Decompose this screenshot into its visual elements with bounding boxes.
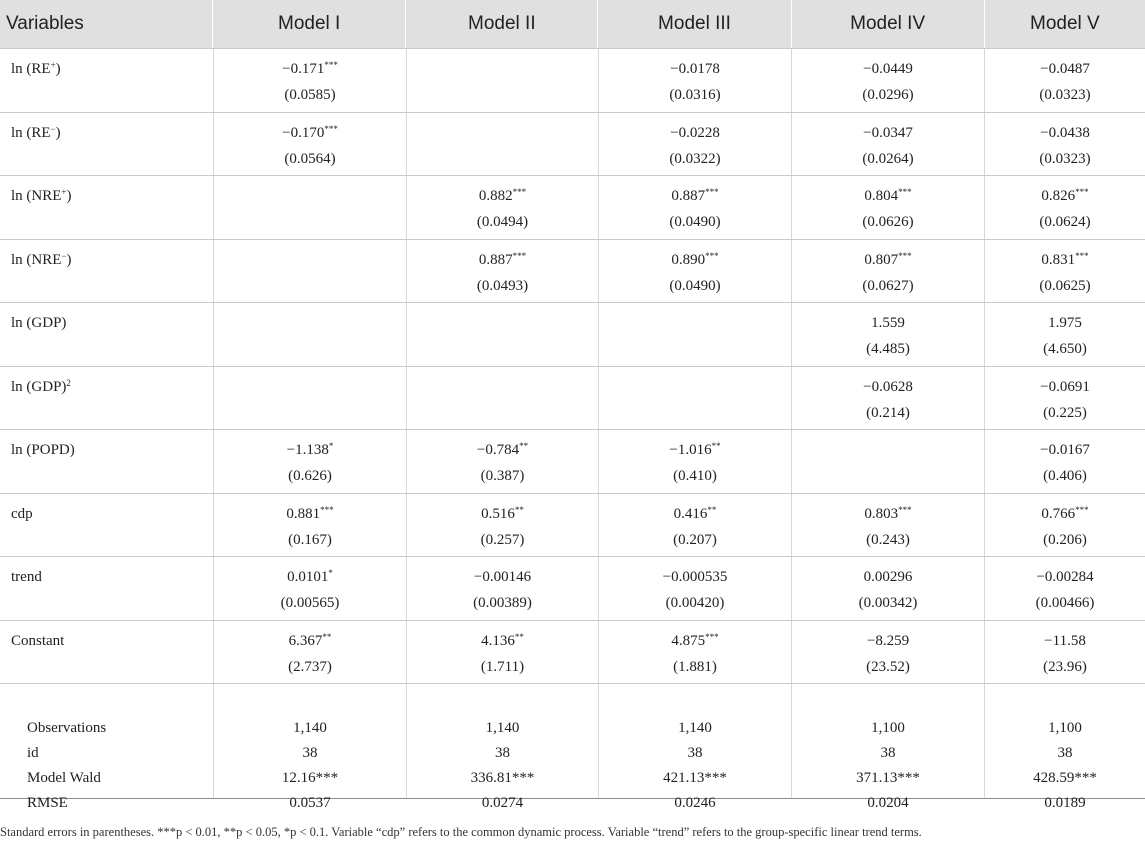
- coefficient-value: 0.887: [478, 251, 513, 268]
- significance-stars: ***: [320, 504, 334, 515]
- standard-error: (4.650): [1043, 341, 1087, 357]
- coefficient-estimate: [985, 564, 1145, 590]
- coefficient-value: −0.0628: [863, 378, 913, 395]
- coefficient-cell: [984, 367, 1145, 430]
- coefficient-estimate: [985, 310, 1145, 336]
- coefficient-cell: [791, 557, 984, 620]
- variable-label-superscript: −: [50, 123, 56, 134]
- statistic-value: 38: [687, 745, 703, 761]
- standard-error: (4.485): [866, 341, 910, 357]
- coefficient-cell: [406, 494, 598, 557]
- standard-error: (0.0494): [476, 214, 529, 230]
- coefficient-value: −0.000535: [662, 569, 728, 585]
- coefficient-value: −0.0178: [670, 61, 720, 77]
- variable-label: Constant: [11, 632, 65, 649]
- coefficient-cell: [406, 49, 598, 112]
- coefficient-value: 0.831: [1041, 251, 1076, 268]
- table-row: [0, 175, 1145, 239]
- variable-label-superscript: +: [50, 60, 56, 70]
- coefficient-cell: [213, 176, 406, 239]
- coefficient-value: −0.0347: [863, 124, 913, 141]
- significance-stars: **: [514, 631, 524, 642]
- statistic-value: 1,140: [485, 720, 520, 736]
- statistic-value: 421.13***: [663, 770, 727, 786]
- coefficient-estimate: [985, 628, 1145, 654]
- standard-error: (0.0564): [284, 150, 336, 167]
- coefficient-value: 0.803: [864, 505, 899, 522]
- coefficient-estimate: [407, 628, 598, 654]
- statistic-value: 38: [302, 745, 318, 761]
- standard-error: (0.243): [866, 531, 910, 548]
- significance-stars: **: [519, 441, 529, 451]
- coefficient-estimate: [214, 564, 406, 590]
- table-row: [0, 302, 1145, 366]
- variable-label: ln (NRE: [11, 188, 62, 204]
- coefficient-cell: [984, 240, 1145, 303]
- standard-error: (0.0296): [862, 87, 914, 103]
- coefficient-cell: [213, 621, 406, 684]
- standard-error: (0.00466): [1035, 595, 1095, 611]
- coefficient-cell: [791, 176, 984, 239]
- coefficient-estimate: [985, 56, 1145, 82]
- coefficient-value: 0.804: [864, 188, 899, 204]
- coefficient-value: 0.881: [286, 505, 321, 522]
- table-row: [0, 239, 1145, 303]
- coefficient-value: 0.890: [671, 251, 706, 268]
- significance-stars: ***: [898, 504, 912, 515]
- significance-stars: ***: [324, 123, 338, 134]
- coefficient-cell: [598, 240, 791, 303]
- significance-stars: ***: [1075, 250, 1089, 261]
- coefficient-cell: [406, 240, 598, 303]
- coefficient-value: −0.170: [282, 124, 325, 141]
- coefficient-cell: [598, 621, 791, 684]
- header-variables: Variables: [6, 13, 84, 34]
- coefficient-estimate: [214, 628, 406, 654]
- significance-stars: ***: [898, 187, 912, 197]
- standard-error: (0.0626): [862, 214, 914, 230]
- coefficient-value: −0.171: [282, 61, 325, 77]
- significance-stars: **: [514, 504, 524, 515]
- standard-error: (23.96): [1043, 658, 1087, 675]
- coefficient-value: −1.138: [286, 442, 329, 458]
- standard-error: (0.626): [288, 468, 332, 484]
- variable-label-cell: [0, 494, 213, 557]
- standard-error: (0.0627): [862, 277, 914, 294]
- standard-error: (0.0316): [669, 87, 721, 103]
- table-row: [0, 366, 1145, 430]
- coefficient-value: 0.416: [673, 505, 708, 522]
- standard-error: (0.0323): [1039, 87, 1091, 103]
- statistic-value: 0.0246: [674, 795, 716, 811]
- variable-label-closing: ): [66, 251, 72, 268]
- statistic-value: 38: [880, 745, 896, 761]
- standard-error: (0.257): [480, 531, 525, 548]
- coefficient-cell: [213, 557, 406, 620]
- coefficient-cell: [213, 240, 406, 303]
- statistic-value: 0.0204: [867, 795, 909, 811]
- coefficient-cell: [984, 113, 1145, 176]
- coefficient-estimate: [792, 247, 984, 273]
- statistic-value: 371.13***: [856, 770, 920, 786]
- statistic-label: RMSE: [27, 795, 68, 811]
- significance-stars: ***: [705, 250, 719, 261]
- variable-label: trend: [11, 569, 42, 585]
- standard-error: (0.00420): [665, 595, 725, 611]
- coefficient-cell: [984, 621, 1145, 684]
- header-model-4: Model IV: [791, 0, 984, 48]
- variable-label: cdp: [11, 505, 33, 522]
- coefficient-cell: [984, 49, 1145, 112]
- standard-error: (0.406): [1043, 468, 1087, 484]
- statistic-value: 12.16***: [281, 770, 339, 786]
- standard-error: (0.167): [288, 531, 332, 548]
- coefficient-estimate: [407, 437, 598, 463]
- coefficient-cell: [791, 113, 984, 176]
- coefficient-value: 4.875: [671, 632, 706, 649]
- coefficient-estimate: [985, 437, 1145, 463]
- variable-label-cell: [0, 621, 213, 684]
- variable-label-cell: [0, 557, 213, 620]
- standard-error: (0.410): [673, 468, 717, 484]
- coefficient-cell: [213, 303, 406, 366]
- coefficient-value: 0.887: [671, 188, 706, 204]
- variable-label: ln (RE: [11, 61, 51, 77]
- coefficient-cell: [598, 49, 791, 112]
- coefficient-cell: [406, 621, 598, 684]
- variable-label-closing: ): [55, 61, 61, 77]
- standard-error: (0.0322): [669, 150, 721, 167]
- variable-label-cell: [0, 113, 213, 176]
- coefficient-estimate: [985, 374, 1145, 400]
- standard-error: (0.207): [673, 531, 717, 548]
- coefficient-estimate: [792, 120, 984, 146]
- coefficient-cell: [406, 557, 598, 620]
- coefficient-estimate: [407, 247, 598, 273]
- standard-error: (0.0490): [669, 214, 721, 230]
- coefficient-value: −0.0228: [670, 124, 720, 141]
- coefficient-estimate: [214, 437, 406, 463]
- coefficient-value: −0.0487: [1040, 61, 1090, 77]
- significance-stars: ***: [324, 60, 338, 70]
- coefficient-estimate: [599, 120, 791, 146]
- coefficient-cell: [406, 303, 598, 366]
- coefficient-value: −0.0438: [1040, 124, 1090, 141]
- statistic-value: 0.0537: [289, 795, 331, 811]
- coefficient-cell: [598, 176, 791, 239]
- coefficient-cell: [791, 240, 984, 303]
- standard-error: (0.0323): [1039, 150, 1091, 167]
- coefficient-estimate: [599, 564, 791, 590]
- significance-stars: ***: [1075, 504, 1089, 515]
- standard-error: (0.0585): [284, 87, 336, 103]
- coefficient-estimate: [985, 247, 1145, 273]
- coefficient-estimate: [599, 437, 791, 463]
- variable-label-superscript: 2: [66, 377, 71, 388]
- coefficient-cell: [984, 494, 1145, 557]
- coefficient-estimate: [792, 310, 984, 336]
- variable-label-cell: [0, 49, 213, 112]
- variable-label-closing: ): [55, 124, 61, 141]
- coefficient-estimate: [214, 56, 406, 82]
- standard-error: (0.00389): [473, 595, 532, 611]
- coefficient-cell: [406, 367, 598, 430]
- variable-label-closing: ): [66, 188, 72, 204]
- coefficient-cell: [984, 176, 1145, 239]
- significance-stars: ***: [705, 187, 719, 197]
- standard-error: (0.00565): [280, 595, 340, 611]
- coefficient-cell: [984, 303, 1145, 366]
- coefficient-estimate: [407, 564, 598, 590]
- standard-error: (2.737): [288, 658, 332, 675]
- statistics-labels-cell: [0, 684, 213, 811]
- coefficient-cell: [598, 303, 791, 366]
- statistic-value: 336.81***: [470, 770, 535, 786]
- statistic-label: Model Wald: [27, 770, 101, 786]
- coefficient-value: 0.0101: [287, 569, 329, 585]
- coefficient-estimate: [985, 120, 1145, 146]
- variable-label-cell: [0, 176, 213, 239]
- statistic-value: 38: [1057, 745, 1073, 761]
- variable-label-superscript: +: [61, 187, 67, 197]
- statistic-value: 1,140: [678, 720, 712, 736]
- significance-stars: *: [328, 441, 334, 451]
- statistic-value: 38: [495, 745, 510, 761]
- coefficient-value: 0.826: [1041, 188, 1076, 204]
- coefficient-cell: [213, 49, 406, 112]
- coefficient-cell: [213, 367, 406, 430]
- standard-error: (0.0490): [669, 277, 721, 294]
- coefficient-estimate: [792, 564, 984, 590]
- statistics-values-cell: [984, 684, 1145, 811]
- statistic-value: 1,100: [871, 720, 905, 736]
- header-model-2: Model II: [405, 0, 597, 48]
- coefficient-value: −0.784: [476, 442, 520, 458]
- coefficient-estimate: [792, 374, 984, 400]
- standard-error: (0.0264): [862, 150, 914, 167]
- coefficient-estimate: [214, 120, 406, 146]
- coefficient-cell: [598, 557, 791, 620]
- header-model-3: Model III: [597, 0, 790, 48]
- table-body: [0, 48, 1145, 683]
- standard-error: (0.225): [1043, 404, 1087, 421]
- coefficient-value: 0.00296: [863, 569, 913, 585]
- coefficient-value: −0.0167: [1040, 442, 1090, 458]
- coefficient-cell: [791, 49, 984, 112]
- variable-label: ln (GDP): [11, 315, 67, 331]
- table-row: [0, 48, 1145, 112]
- standard-error: (1.881): [673, 658, 717, 675]
- coefficient-value: 0.516: [481, 505, 515, 522]
- significance-stars: **: [322, 631, 332, 642]
- table-header-row: [0, 0, 1145, 48]
- coefficient-cell: [406, 176, 598, 239]
- coefficient-estimate: [407, 501, 598, 527]
- coefficient-estimate: [599, 501, 791, 527]
- coefficient-value: −0.00146: [473, 569, 532, 585]
- table-footnote: Standard errors in parentheses. ***p < 0.01, **p < 0.05, *p < 0.1. Variable “cdp” refers to the common dynamic process. Variable “trend” refers to the group-specific linear trend terms.: [0, 825, 922, 839]
- variable-label-superscript: −: [61, 250, 67, 261]
- standard-error: (1.711): [480, 658, 525, 675]
- coefficient-estimate: [599, 628, 791, 654]
- coefficient-value: −0.00284: [1036, 569, 1094, 585]
- coefficient-value: 6.367: [288, 632, 323, 649]
- coefficient-estimate: [985, 183, 1145, 209]
- table-row: [0, 493, 1145, 557]
- statistic-value: 1,140: [293, 720, 327, 736]
- significance-stars: *: [328, 568, 333, 578]
- standard-error: (0.0624): [1039, 214, 1091, 230]
- coefficient-cell: [213, 113, 406, 176]
- variable-label-cell: [0, 240, 213, 303]
- table-row: [0, 620, 1145, 684]
- coefficient-value: 0.766: [1041, 505, 1076, 522]
- coefficient-cell: [791, 303, 984, 366]
- coefficient-estimate: [985, 501, 1145, 527]
- coefficient-value: −1.016: [669, 442, 712, 458]
- coefficient-value: −11.58: [1044, 632, 1086, 649]
- standard-error: (0.0625): [1039, 277, 1091, 294]
- significance-stars: ***: [898, 250, 912, 261]
- statistics-values-cell: [213, 684, 406, 811]
- coefficient-cell: [406, 113, 598, 176]
- variable-label: ln (RE: [11, 124, 51, 141]
- coefficient-value: −0.0449: [863, 61, 913, 77]
- coefficient-estimate: [599, 247, 791, 273]
- coefficient-estimate: [214, 501, 406, 527]
- significance-stars: **: [707, 504, 717, 515]
- standard-error: (0.0493): [476, 277, 529, 294]
- variable-label-cell: [0, 430, 213, 493]
- coefficient-cell: [213, 430, 406, 493]
- coefficient-cell: [598, 430, 791, 493]
- table-row: [0, 429, 1145, 493]
- coefficient-cell: [791, 494, 984, 557]
- coefficient-estimate: [599, 56, 791, 82]
- coefficient-value: 0.882: [478, 188, 513, 204]
- statistic-value: 0.0274: [481, 795, 524, 811]
- statistic-value: 1,100: [1048, 720, 1082, 736]
- statistic-label: Observations: [27, 720, 107, 736]
- coefficient-value: 1.975: [1048, 315, 1082, 331]
- coefficient-value: −8.259: [866, 632, 910, 649]
- significance-stars: ***: [512, 187, 527, 197]
- significance-stars: **: [711, 441, 721, 451]
- coefficient-estimate: [599, 183, 791, 209]
- statistic-value: 428.59***: [1033, 770, 1097, 786]
- coefficient-value: 0.807: [864, 251, 899, 268]
- coefficient-cell: [791, 430, 984, 493]
- significance-stars: ***: [1075, 187, 1089, 197]
- header-model-1: Model I: [212, 0, 405, 48]
- coefficient-estimate: [792, 501, 984, 527]
- coefficient-value: 4.136: [481, 632, 515, 649]
- coefficient-cell: [598, 494, 791, 557]
- statistics-values-cell: [406, 684, 598, 811]
- significance-stars: ***: [705, 631, 719, 642]
- standard-error: (0.214): [866, 404, 910, 421]
- coefficient-cell: [213, 494, 406, 557]
- significance-stars: ***: [512, 250, 527, 261]
- coefficient-cell: [791, 367, 984, 430]
- statistics-values-cell: [791, 684, 984, 811]
- coefficient-cell: [598, 367, 791, 430]
- coefficient-cell: [984, 430, 1145, 493]
- variable-label: ln (GDP): [11, 378, 67, 395]
- table-row: [0, 112, 1145, 176]
- coefficient-cell: [984, 557, 1145, 620]
- coefficient-value: 1.559: [871, 315, 905, 331]
- statistic-value: 0.0189: [1044, 795, 1086, 811]
- statistic-label: id: [27, 745, 39, 761]
- table-row: [0, 556, 1145, 620]
- variable-label: ln (POPD): [11, 442, 75, 458]
- variable-label-cell: [0, 367, 213, 430]
- variable-label: ln (NRE: [11, 251, 62, 268]
- coefficient-estimate: [792, 56, 984, 82]
- header-model-5: Model V: [984, 0, 1145, 48]
- standard-error: (23.52): [866, 658, 910, 675]
- standard-error: (0.387): [480, 468, 525, 484]
- coefficient-value: −0.0691: [1040, 378, 1090, 395]
- coefficient-estimate: [407, 183, 598, 209]
- variable-label-cell: [0, 303, 213, 366]
- coefficient-cell: [598, 113, 791, 176]
- standard-error: (0.00342): [858, 595, 918, 611]
- coefficient-cell: [791, 621, 984, 684]
- coefficient-cell: [406, 430, 598, 493]
- summary-statistics-row: [0, 683, 1145, 811]
- statistics-values-cell: [598, 684, 791, 811]
- coefficient-estimate: [792, 183, 984, 209]
- standard-error: (0.206): [1043, 531, 1087, 548]
- coefficient-estimate: [792, 628, 984, 654]
